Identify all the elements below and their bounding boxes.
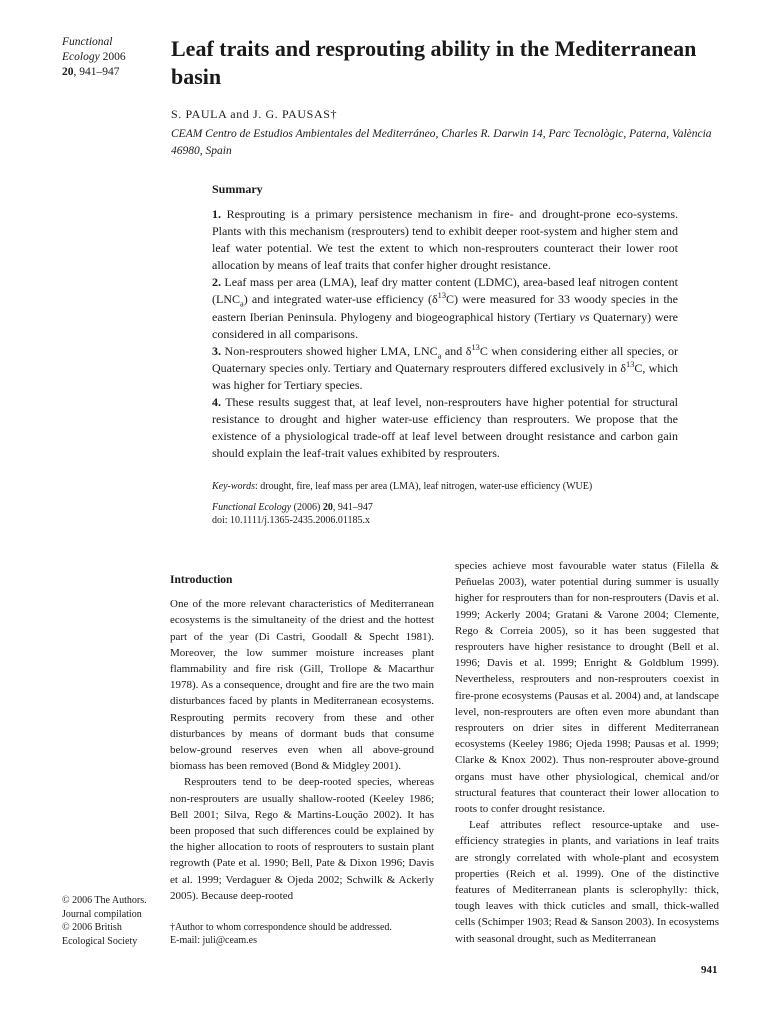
subscript: a	[240, 299, 244, 309]
introduction-heading: Introduction	[170, 574, 233, 586]
italic-text: vs	[579, 309, 590, 324]
page-number: 941	[701, 964, 718, 976]
keywords-text: : drought, fire, leaf mass per area (LMA), leaf nitrogen, water-use efficiency (WUE)	[254, 481, 593, 492]
summary-text-segment: Non-resprouters showed higher LMA, LNC	[224, 343, 438, 358]
article-title: Leaf traits and resprouting ability in the Mediterranean basin	[171, 36, 697, 89]
citation-doi: doi: 10.1111/j.1365-2435.2006.01185.x	[212, 515, 370, 526]
summary-text-segment: Leaf mass per area (LMA), leaf dry matter content (LDMC), area-based leaf nitrogen content (LNC	[212, 275, 678, 307]
summary-heading: Summary	[212, 182, 263, 196]
article-affiliation: CEAM Centro de Estudios Ambientales del Mediterráneo, Charles R. Darwin 14, Parc Tecnològic, Paterna, València 46980, Spain	[171, 128, 712, 157]
citation-volume: 20	[322, 502, 333, 513]
superscript: 13	[471, 342, 480, 352]
journal-info	[62, 35, 126, 80]
superscript: 13	[437, 291, 447, 301]
footnote-line: †Author to whom correspondence should be addressed.	[170, 922, 392, 933]
summary-body	[212, 206, 678, 462]
column-right	[455, 558, 719, 947]
summary-point-4	[212, 394, 678, 462]
summary-point-text: These results suggest that, at leaf level, non-resprouters have higher potential for structural resistance to drought and higher water-use efficiency than resprouters. We propose that the existence of a physiological trade-off at leaf level between drought resistance and carbon gain should explain the leaf-trait values exhibited by resprouters.	[212, 395, 678, 461]
body-paragraph: One of the more relevant characteristics of Mediterranean ecosystems is the simultaneity of the driest and the hottest part of the year (Di Castri, Goodall & Specht 1981). Moreover, the low summer moisture increases plant flammability and fire risk (Gill, Trollope & Macarthur 1978). As a consequence, drought and fire are the two main disturbances faced by plants in Mediterranean ecosystems. Resprouting permits recovery from these and other disturbances by means of dormant buds that consume below-ground reserves even when all above-ground biomass has been removed (Bond & Midgley 2001).	[170, 598, 434, 773]
summary-point-number: 3.	[212, 343, 221, 358]
superscript: 13	[626, 359, 635, 369]
citation-year: (2006)	[291, 502, 323, 513]
summary-text-segment: C when considering either all species, or Quaternary species only. Tertiary and Quaternary resprouters differed exclusively in δ	[212, 343, 679, 375]
column-left	[170, 572, 434, 904]
body-paragraph: Leaf attributes reflect resource-uptake and use-efficiency strategies in plants, and variations in leaf traits are strongly correlated with whole-plant and ecosystem properties (Reich et al. 1999). One of the distinctive features of Mediterranean plants is sclerophylly: thick, tough leaves with thick cuticles and small, thick-walled cells (Schimper 1903; Read & Sanson 2003). In ecosystems with seasonal drought, such as Mediterranean	[455, 819, 719, 945]
summary-point-text: Resprouting is a primary persistence mechanism in fire- and drought-prone eco-systems. Plants with this mechanism (resprouters) tend to exhibit deeper root-system and higher stem and leaf water potential. We test the extent to which non-resprouters counteract their lower root allocation by means of leaf traits that confer higher drought resistance.	[212, 207, 678, 273]
article-authors: S. PAULA and J. G. PAUSAS†	[171, 107, 338, 121]
subscript: a	[437, 351, 442, 361]
journal-year: 2006	[102, 51, 126, 63]
summary-point-3	[212, 343, 678, 394]
body-paragraph: Resprouters tend to be deep-rooted species, whereas non-resprouters are usually shallow-rooted (Keeley 1986; Bell 2001; Silva, Rego & Martins-Loução 2002). It has been proposed that such differences could be explained by the higher allocation to roots of resprouters to sustain plant regrowth (Pate et al. 1990; Bell, Pate & Dixon 1996; Davis et al. 1999; Verdaguer & Ojeda 2002; Schwilk & Ackerly 2005). Because deep-rooted	[170, 776, 434, 902]
citation-line	[212, 501, 678, 514]
summary-point-number: 2.	[212, 275, 221, 290]
summary-text-segment: Quaternary) were considered in all comparisons.	[212, 309, 679, 341]
journal-name-line1: Functional	[62, 36, 113, 48]
journal-name: Ecology	[62, 51, 100, 63]
citation-pages: , 941–947	[332, 502, 373, 513]
summary-text-segment: and δ	[441, 343, 472, 358]
keywords-label: Key-words	[212, 481, 255, 492]
summary-point-number: 4.	[212, 395, 221, 410]
journal-volume: 20	[62, 66, 74, 78]
summary-text-segment: ) and integrated water-use efficiency (δ	[243, 292, 438, 307]
summary-text-segment: C, which was higher for Tertiary species.	[212, 360, 678, 392]
citation	[212, 501, 678, 527]
summary-point-1	[212, 206, 678, 274]
copyright-line: Journal compilation	[62, 908, 142, 920]
summary-point-number: 1.	[212, 207, 221, 221]
copyright-line: © 2006 British	[62, 922, 122, 933]
copyright-notice	[62, 894, 147, 948]
summary-text-segment: C) were measured for 33 woody species in the eastern Iberian Peninsula. Phylogeny and biogeographical history (Tertiary	[212, 292, 678, 324]
journal-pages: , 941–947	[73, 66, 120, 78]
journal-name-line2	[62, 50, 126, 65]
keywords	[212, 480, 678, 494]
author-footnote	[170, 921, 440, 947]
journal-volume-pages	[62, 65, 126, 80]
footnote-email: E-mail: juli@ceam.es	[170, 935, 257, 946]
body-paragraph: species achieve most favourable water status (Filella & Peñuelas 2003), water potential during summer is usually higher for resprouters than for non-resprouters (Davis et al. 1999; Ackerly 2004; Gratani & Varone 2004; Clemente, Rego & Correia 2005), so it has been suggested that resprouters have higher resistance to drought (Bell et al. 1996; Davis et al. 1999; Enright & Goldblum 1999). Nevertheless, resprouters and non-resprouters coexist in fire-prone ecosystems (Pausas et al. 2004) and, at landscape level, non-resprouters are often even more abundant than resprouters on drier sites in different Mediterranean ecosystems (Keeley 1986; Ojeda 1998; Pausas et al. 1999; Clarke & Knox 2002). Thus non-resprouter above-ground organs must have other physiological, chemical and/or structural features that counteract their lower allocation to roots to confer drought resistance.	[455, 560, 719, 816]
citation-journal: Functional Ecology	[212, 502, 292, 513]
summary-point-2	[212, 274, 678, 342]
copyright-line: Ecological Society	[62, 935, 138, 947]
copyright-line: © 2006 The Authors.	[62, 895, 147, 906]
